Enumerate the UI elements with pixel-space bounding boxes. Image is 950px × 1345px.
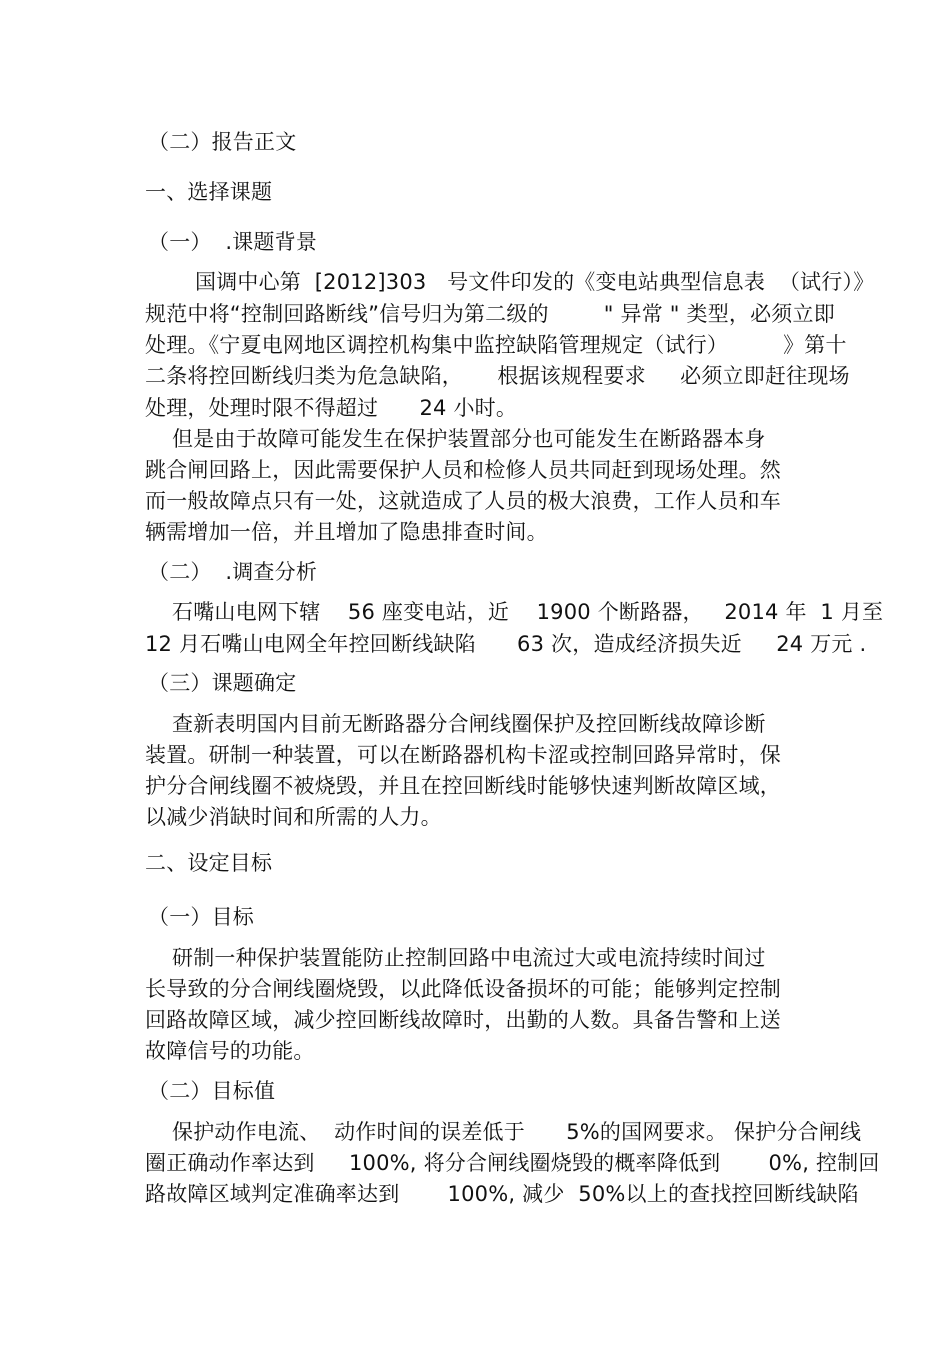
background-2-line-4: 辆需增加一倍，并且增加了隐患排查时间。 (145, 520, 548, 544)
report-body-heading: （二）报告正文 (148, 130, 297, 154)
goal-line-4: 故障信号的功能。 (145, 1039, 315, 1063)
target-line-3: 路故障区域判定准确率达到 100%, 减少 50%以上的查找控回断线缺陷 (145, 1182, 859, 1206)
goal-line-2: 长导致的分合闸线圈烧毁，以此降低设备损坏的可能；能够判定控制 (145, 977, 781, 1001)
background-line-5: 处理，处理时限不得超过 24 小时。 (145, 396, 518, 420)
background-2-line-2: 跳合闸回路上，因此需要保护人员和检修人员共同赶到现场处理。然 (145, 458, 781, 482)
topic-line-4: 以减少消缺时间和所需的人力。 (145, 805, 442, 829)
topic-line-3: 护分合闸线圈不被烧毁，并且在控回断线时能够快速判断故障区域， (145, 774, 781, 798)
topic-line-2: 装置。研制一种装置，可以在断路器机构卡涩或控制回路异常时，保 (145, 743, 781, 767)
background-2-line-1: 但是由于故障可能发生在保护装置部分也可能发生在断路器本身 (172, 427, 766, 451)
goal-line-1: 研制一种保护装置能防止控制回路中电流过大或电流持续时间过 (172, 946, 766, 970)
background-2-line-3: 而一般故障点只有一处，这就造成了人员的极大浪费，工作人员和车 (145, 489, 781, 513)
background-line-1: 国调中心第 [2012]303 号文件印发的《变电站典型信息表 （试行）》 (195, 270, 875, 294)
goal-line-3: 回路故障区域，减少控回断线故障时，出勤的人数。具备告警和上送 (145, 1008, 781, 1032)
subsection-survey-title: （二） .调查分析 (148, 560, 318, 584)
survey-line-1: 石嘴山电网下辖 56 座变电站，近 1900 个断路器， 2014 年 1 月至 (172, 600, 884, 624)
topic-line-1: 查新表明国内目前无断路器分合闸线圈保护及控回断线故障诊断 (172, 712, 766, 736)
background-line-4: 二条将控回断线归类为危急缺陷， 根据该规程要求 必须立即赶往现场 (145, 364, 850, 388)
subsection-target-title: （二）目标值 (148, 1079, 276, 1103)
target-line-1: 保护动作电流、 动作时间的误差低于 5%的国网要求。 保护分合闸线 (172, 1120, 862, 1144)
subsection-topic-title: （三）课题确定 (148, 671, 297, 695)
background-line-3: 处理。《宁夏电网地区调控机构集中监控缺陷管理规定（试行） 》第十 (145, 333, 847, 357)
survey-line-2: 12 月石嘴山电网全年控回断线缺陷 63 次，造成经济损失近 24 万元 . (145, 632, 867, 656)
subsection-goal-title: （一）目标 (148, 905, 254, 929)
section-1-title: 一、选择课题 (145, 180, 273, 204)
subsection-background-title: （一） .课题背景 (148, 230, 318, 254)
section-2-title: 二、设定目标 (145, 851, 273, 875)
target-line-2: 圈正确动作率达到 100%, 将分合闸线圈烧毁的概率降低到 0%, 控制回 (145, 1151, 880, 1175)
background-line-2: 规范中将“控制回路断线”信号归为第二级的 " 异常 " 类型，必须立即 (145, 302, 835, 326)
